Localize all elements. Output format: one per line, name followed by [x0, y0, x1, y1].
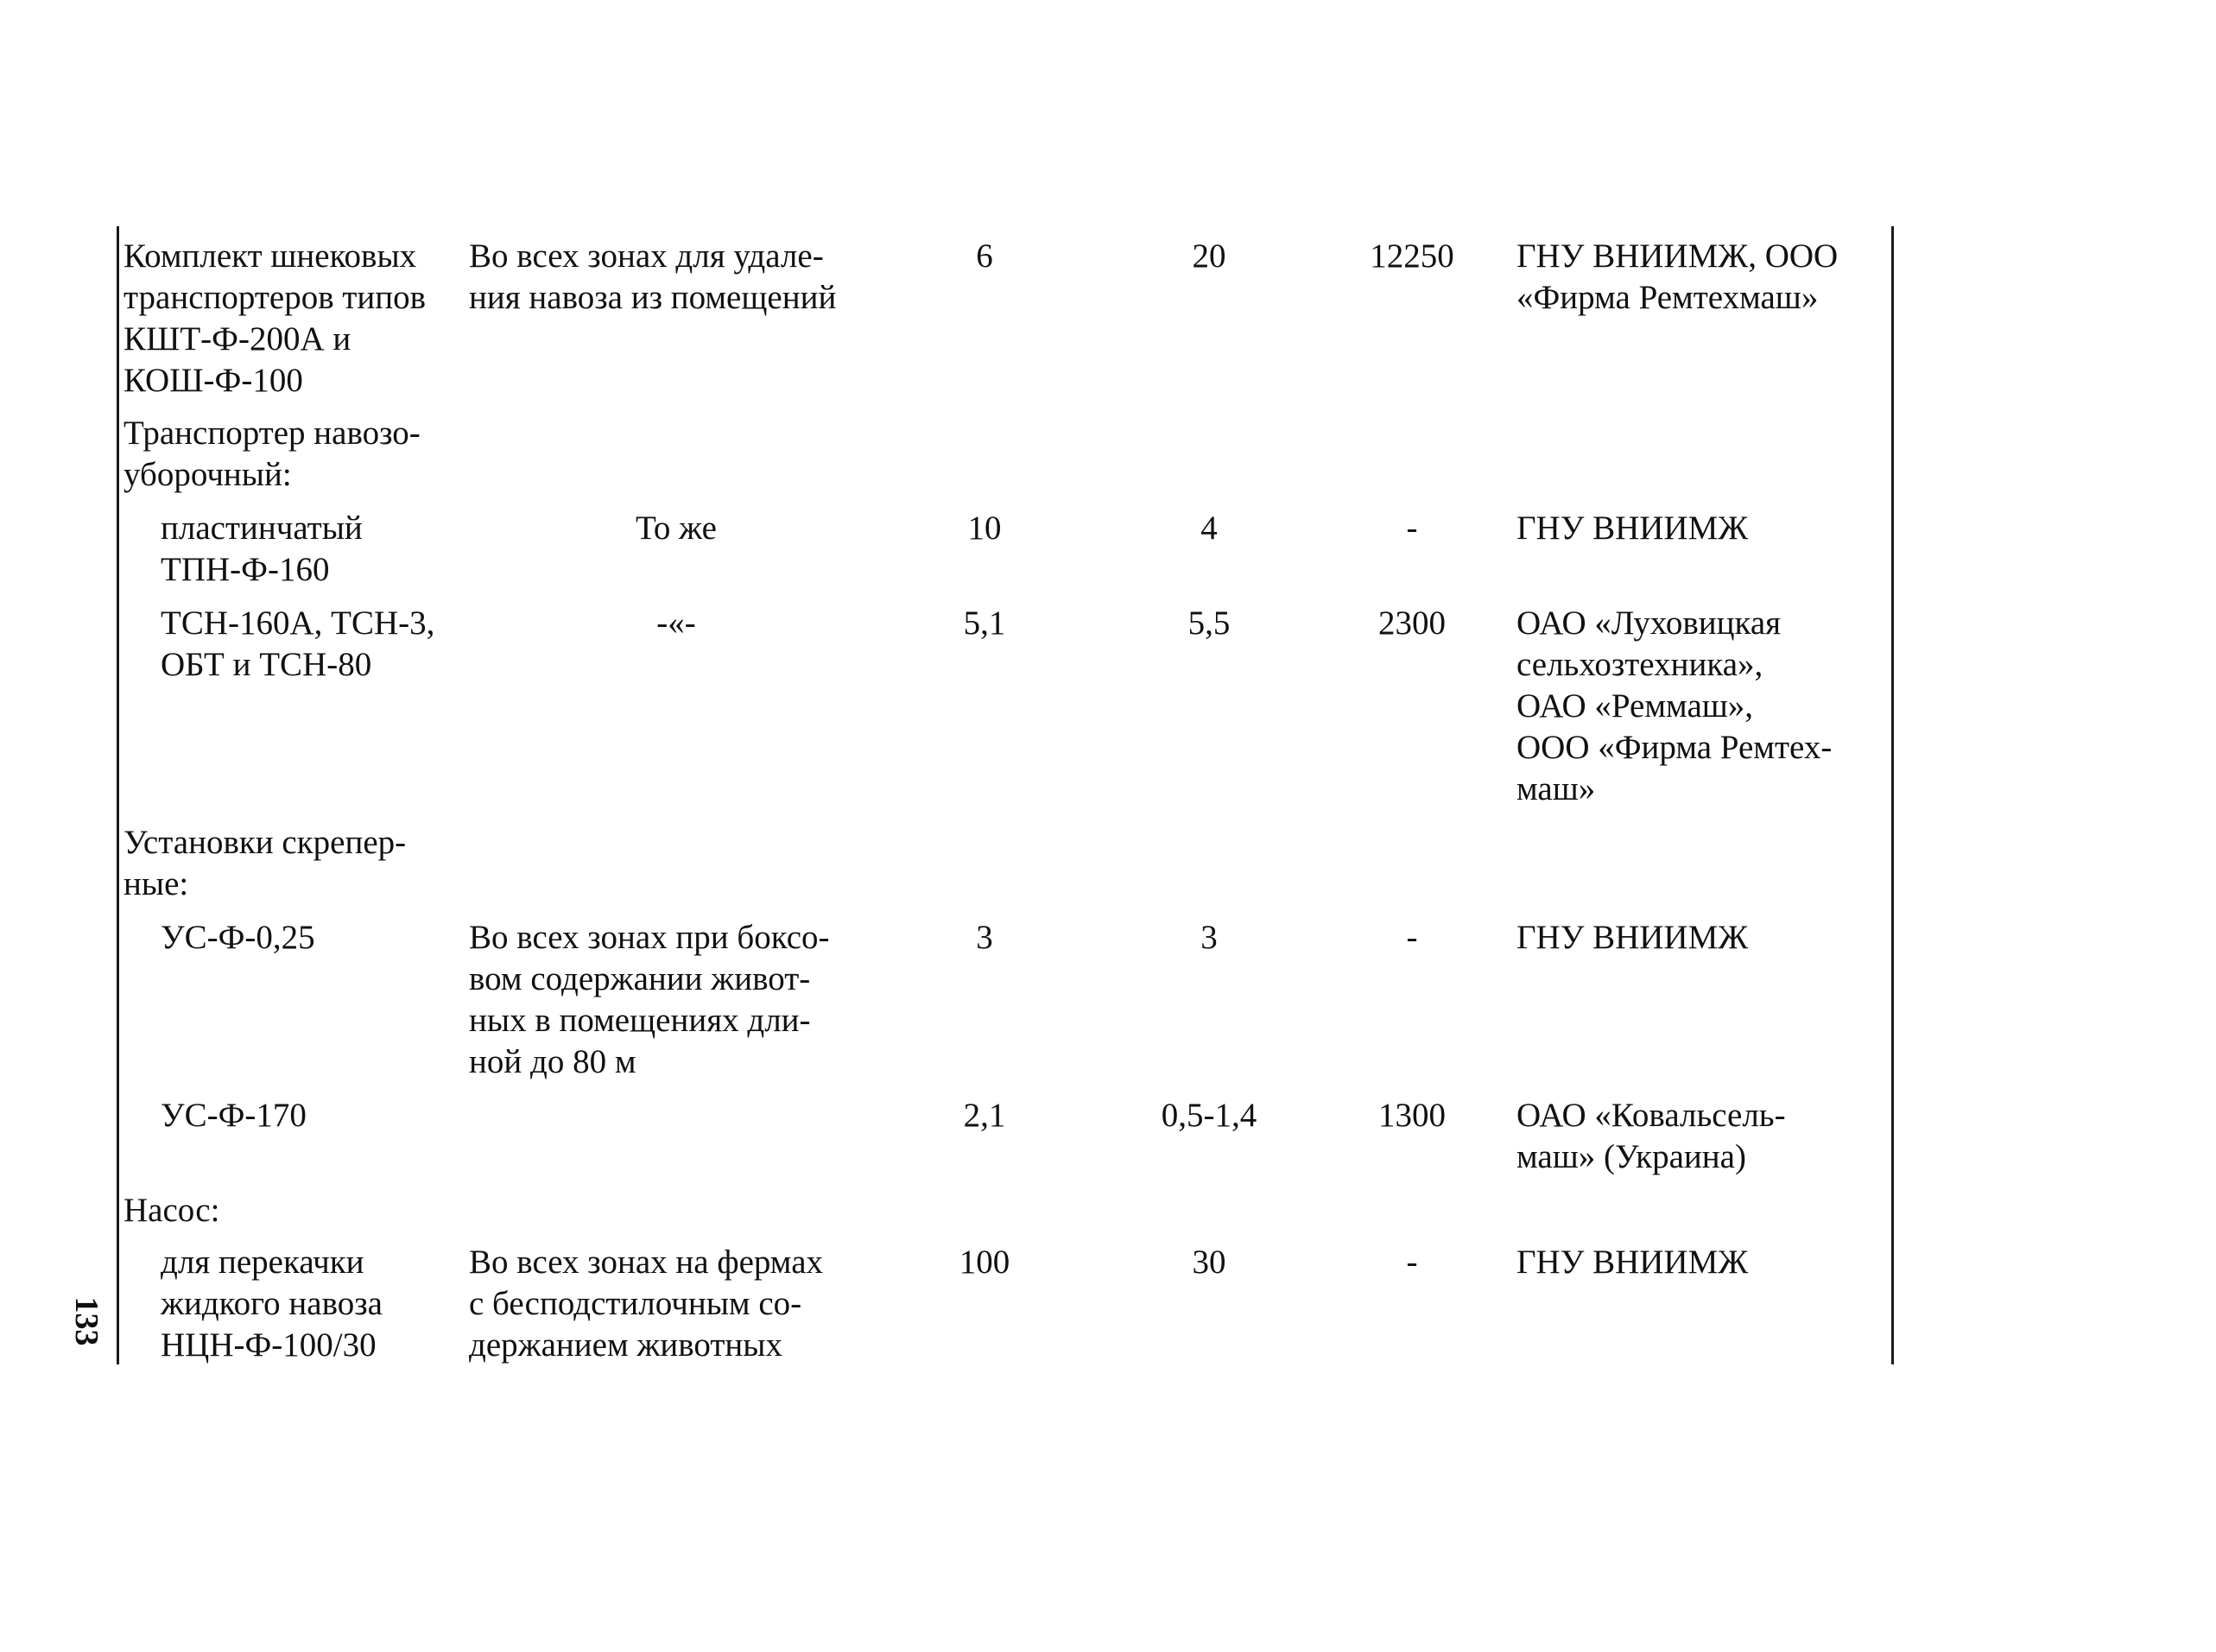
value-3: - [1406, 919, 1418, 956]
equipment-name: УС-Ф-170 [161, 1097, 307, 1134]
value-2: 30 [1192, 1244, 1226, 1281]
value-2: 4 [1200, 510, 1218, 547]
application-zone: То же [636, 510, 717, 547]
value-3: 1300 [1378, 1097, 1446, 1134]
value-1: 3 [976, 919, 993, 956]
value-1: 5,1 [963, 604, 1006, 642]
value-2: 20 [1192, 237, 1226, 275]
value-1: 100 [959, 1244, 1010, 1281]
value-3: 2300 [1378, 604, 1446, 642]
page-number: 133 [68, 1296, 104, 1346]
value-2: 0,5-1,4 [1161, 1097, 1257, 1134]
manufacturer: ОАО «Ковальсель- маш» (Украина) [1516, 1097, 1786, 1175]
equipment-name: для перекачки жидкого навоза НЦН-Ф-100/30 [161, 1244, 383, 1364]
value-1: 10 [967, 510, 1002, 547]
group-title: Транспортер навозо- уборочный: [123, 415, 421, 493]
value-1: 6 [976, 237, 993, 275]
manufacturer: ГНУ ВНИИМЖ [1516, 1244, 1749, 1281]
manufacturer: ОАО «Луховицкая сельхозтехника», ОАО «Реммаш», ООО «Фирма Ремтех- маш» [1516, 604, 1833, 807]
value-1: 2,1 [963, 1097, 1006, 1134]
manufacturer: ГНУ ВНИИМЖ, ООО «Фирма Ремтехмаш» [1516, 237, 1839, 316]
value-2: 5,5 [1187, 604, 1231, 642]
equipment-name: Комплект шнековых транспортеров типов КШТ-Ф-200А и КОШ-Ф-100 [123, 237, 427, 399]
value-3: - [1406, 1244, 1418, 1281]
manufacturer: ГНУ ВНИИМЖ [1516, 510, 1749, 547]
application-zone: Во всех зонах на фермах с бесподстилочным со- держанием животных [469, 1244, 824, 1364]
application-zone: Во всех зонах для удале- ния навоза из помещений [469, 237, 837, 316]
equipment-name: ТСН-160А, ТСН-3, ОБТ и ТСН-80 [161, 604, 435, 683]
table-right-border [1891, 226, 1894, 1364]
manufacturer: ГНУ ВНИИМЖ [1516, 919, 1749, 956]
group-title: Установки скрепер- ные: [123, 824, 407, 902]
application-zone: Во всех зонах при боксо- вом содержании живот- ных в помещениях дли- ной до 80 м [469, 919, 830, 1080]
equipment-name: пластинчатый ТПН-Ф-160 [161, 510, 363, 588]
equipment-name: УС-Ф-0,25 [161, 919, 315, 956]
table-left-border [117, 226, 119, 1364]
application-zone: -«- [656, 604, 696, 642]
value-3: - [1406, 510, 1418, 547]
group-title: Насос: [123, 1192, 220, 1229]
value-2: 3 [1200, 919, 1218, 956]
value-3: 12250 [1370, 237, 1454, 275]
